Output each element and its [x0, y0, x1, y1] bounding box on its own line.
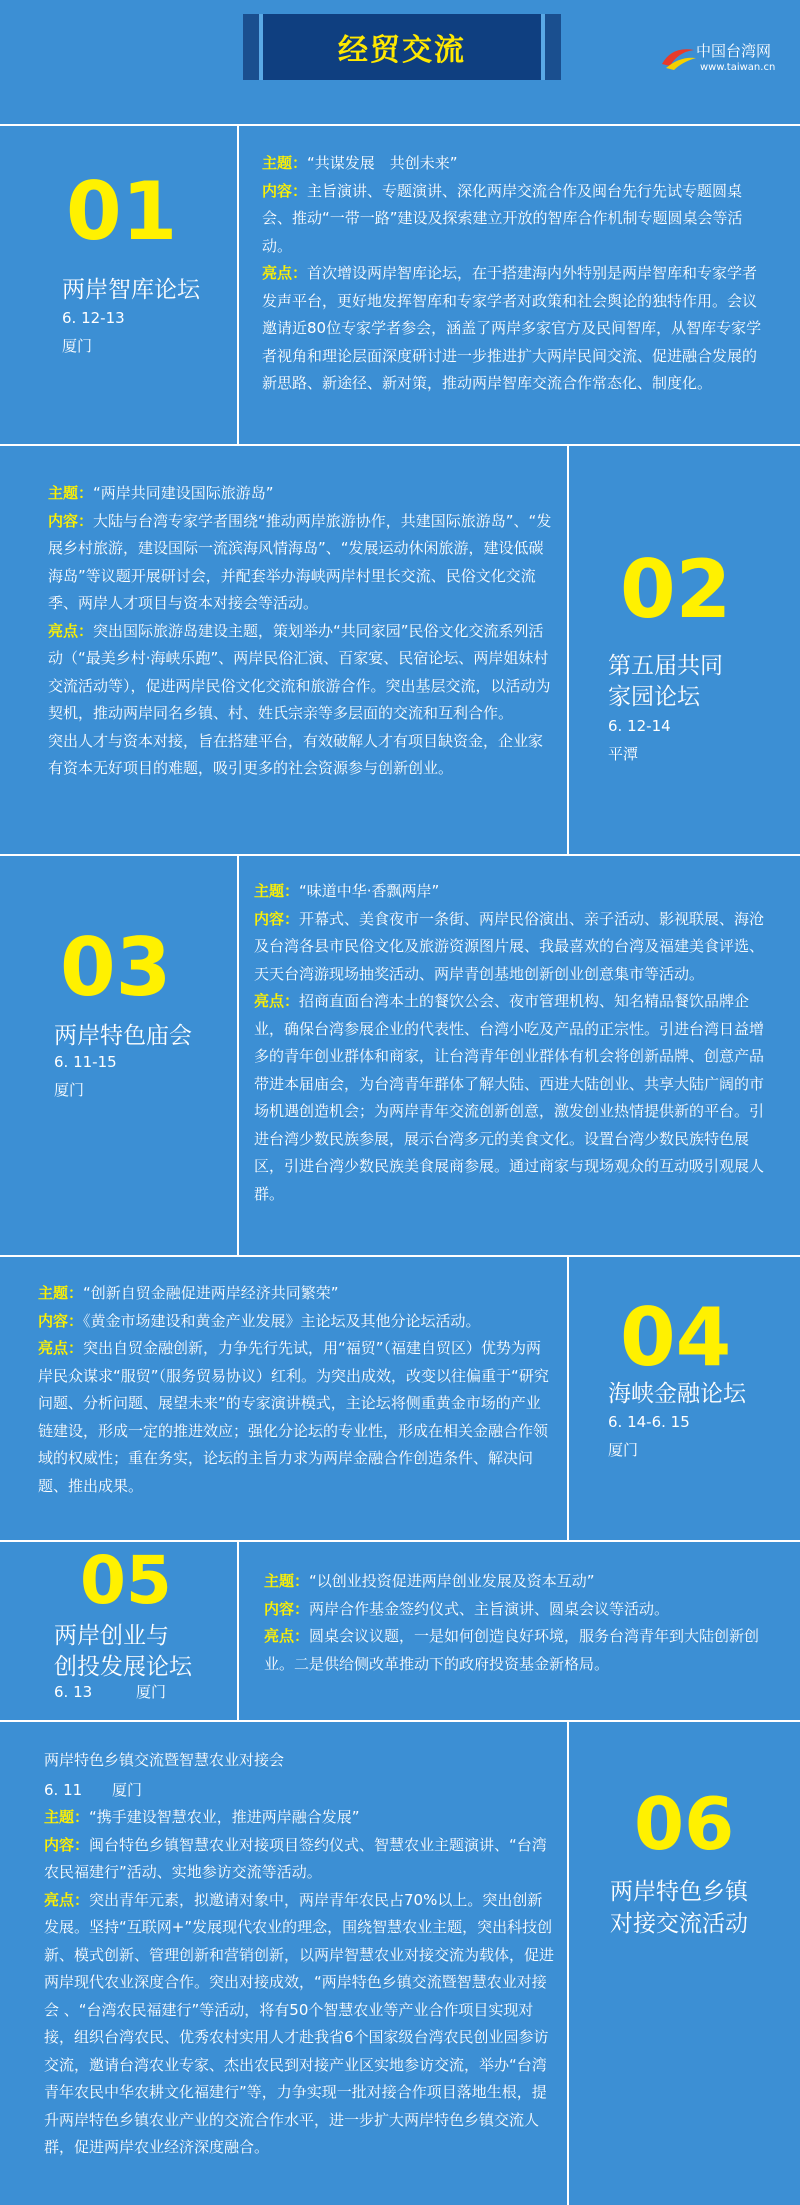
section-number: 05 — [80, 1542, 172, 1619]
section-place: 厦门 — [136, 1683, 167, 1701]
content-text: 《黄金市场建设和黄金产业发展》主论坛及其他分论坛活动。 — [83, 1311, 481, 1330]
content-text: 开幕式、美食夜市一条街、两岸民俗演出、亲子活动、影视联展、海沧及台湾各县市民俗文化及旅游资源图片展、我最喜欢的台湾及福建美食评选、天天台湾游现场抽奖活动、两岸青创基地创新创业创意集市等活动。 — [254, 909, 765, 983]
theme-label: 主题： — [254, 882, 300, 900]
highlight-label: 亮点： — [264, 1627, 310, 1645]
divider — [0, 444, 800, 446]
content-label: 内容： — [48, 511, 94, 530]
divider — [237, 1540, 239, 1720]
page-title: 经贸交流 — [259, 14, 545, 80]
theme-label: 主题： — [48, 484, 94, 502]
divider — [0, 1720, 800, 1722]
logo-icon — [660, 42, 698, 72]
section-title-line2: 创投发展论坛 — [54, 1654, 192, 1680]
section-place: 厦门 — [608, 1441, 639, 1459]
section-number: 03 — [60, 921, 172, 1014]
theme-label: 主题： — [38, 1284, 84, 1302]
section-text — [254, 878, 768, 1208]
theme-label: 主题： — [44, 1808, 90, 1826]
content-label: 内容： — [264, 1599, 310, 1618]
content-text: 大陆与台湾专家学者围绕“推动两岸旅游协作，共建国际旅游岛”、“发展乡村旅游，建设国际一流滨海风情海岛”、“发展运动休闲旅游，建设低碳海岛”等议题开展研讨会，并配套举办海峡两岸村里长交流、民俗文化交流季、两岸人才项目与资本对接会等活动。 — [48, 511, 552, 612]
section-place: 厦门 — [62, 337, 93, 355]
site-logo[interactable] — [660, 40, 790, 86]
section-text — [262, 150, 768, 398]
extra-text: 突出人才与资本对接，旨在搭建平台，有效破解人才有项目缺资金，企业家有资本无好项目的难题，吸引更多的社会资源参与创新创业。 — [48, 731, 544, 777]
highlight-text: 突出自贸金融创新，力争先行先试，用“福贸”（福建自贸区）优势为两岸民众谋求“服贸”（服务贸易协议）红利。为突出成效，改变以往偏重于“研究问题、分析问题、展望未来”的专家演讲模式，主论坛将侧重黄金市场的产业链建设，形成一定的推进效应；强化分论坛的专业性，形成在相关金融合作领域的权威性；重在务实，论坛的主旨力求为两岸金融合作创造条件、解决问题、推出成果。 — [38, 1339, 549, 1495]
section-title-line1: 两岸创业与 — [54, 1623, 169, 1649]
highlight-text: 招商直面台湾本土的餐饮公会、夜市管理机构、知名精品餐饮品牌企业，确保台湾参展企业的代表性、台湾小吃及产品的正宗性。引进台湾日益增多的青年创业群体和商家，让台湾青年创业群体有机会将创新品牌、创意产品带进本届庙会，为台湾青年群体了解大陆、西进大陆创业、共享大陆广阔的市场机遇创造机会；为两岸青年交流创新创意，激发创业热情提供新的平台。引进台湾少数民族参展，展示台湾多元的美食文化。设置台湾少数民族特色展区，引进台湾少数民族美食展商参展。通过商家与现场观众的互动吸引观展人群。 — [254, 992, 765, 1203]
section-number: 02 — [620, 543, 732, 636]
divider — [567, 1255, 569, 1540]
content-text: 主旨演讲、专题演讲、深化两岸交流合作及闽台先行先试专题圆桌会、推动“一带一路”建设及探索建立开放的智库合作机制专题圆桌会等活动。 — [262, 181, 743, 255]
content-text: 闽台特色乡镇智慧农业对接项目签约仪式、智慧农业主题演讲、“台湾农民福建行”活动、实地参访交流等活动。 — [44, 1835, 547, 1881]
section-text — [44, 1804, 554, 2162]
section-date: 6. 13 — [54, 1683, 93, 1701]
divider — [0, 124, 800, 126]
section-number: 06 — [634, 1782, 735, 1866]
section-title: 海峡金融论坛 — [608, 1381, 746, 1407]
section-text — [38, 1280, 552, 1500]
logo-text-en: www.taiwan.cn — [700, 62, 776, 73]
content-label: 内容： — [38, 1311, 84, 1330]
section-title-line1: 第五届共同 — [608, 653, 723, 679]
highlight-label: 亮点： — [262, 264, 308, 282]
divider — [237, 124, 239, 444]
theme-label: 主题： — [262, 154, 308, 172]
section-text — [48, 480, 552, 783]
highlight-label: 亮点： — [44, 1890, 90, 1909]
section-place: 厦门 — [54, 1081, 85, 1099]
divider — [237, 854, 239, 1255]
section-place: 平潭 — [608, 745, 639, 763]
highlight-text: 首次增设两岸智库论坛，在于搭建海内外特别是两岸智库和专家学者发声平台，更好地发挥智库和专家学者对政策和社会舆论的独特作用。会议邀请近80位专家学者参会，涵盖了两岸多家官方及民间智库，从智库专家学者视角和理论层面深度研讨进一步推进扩大两岸民间交流、促进融合发展的新思路、新途径、新对策，推动两岸智库交流合作常态化、制度化。 — [262, 264, 762, 392]
highlight-text: 突出青年元素，拟邀请对象中，两岸青年农民占70%以上。突出创新发展。坚持“互联网+”发展现代农业的理念，围绕智慧农业主题，突出科技创新、模式创新、管理创新和营销创新，以两岸智慧农业对接交流为载体，促进两岸现代农业深度合作。突出对接成效，“两岸特色乡镇交流暨智慧农业对接会 、“台湾农民福建行”等活动，将有50个智慧农业等产业合作项目实现对接，组织台湾农民、优秀农村实用人才赴我省6个国家级台湾农民创业园参访交流，邀请台湾农业专家、杰出农民到对接产业区实地参访交流，举办“台湾青年农民中华农耕文化福建行”等，力争实现一批对接合作项目落地生根，提升两岸特色乡镇农业产业的交流合作水平，进一步扩大两岸特色乡镇交流人群，促进两岸农业经济深度融合。 — [44, 1890, 555, 2156]
theme-text: “共谋发展 共创未来” — [307, 154, 458, 172]
divider — [0, 1255, 800, 1257]
highlight-label: 亮点： — [254, 992, 300, 1010]
section-title: 两岸特色庙会 — [54, 1023, 192, 1049]
section-number: 01 — [66, 165, 178, 258]
section-title: 两岸智库论坛 — [62, 277, 200, 303]
theme-text: “味道中华·香飘两岸” — [299, 882, 440, 900]
theme-label: 主题： — [264, 1572, 310, 1590]
theme-text: “以创业投资促进两岸创业发展及资本互动” — [309, 1572, 595, 1590]
highlight-label: 亮点： — [38, 1339, 84, 1357]
divider — [567, 1720, 569, 2205]
content-label: 内容： — [254, 909, 300, 928]
divider — [567, 444, 569, 854]
section-date: 6. 14-6. 15 — [608, 1413, 690, 1431]
section-date: 6. 11-15 — [54, 1053, 117, 1071]
section-date: 6. 11 — [44, 1781, 83, 1799]
section-title-line2: 对接交流活动 — [610, 1911, 748, 1937]
section-date: 6. 12-13 — [62, 309, 125, 327]
logo-text-cn: 中国台湾网 — [696, 42, 772, 60]
section-number: 04 — [620, 1291, 732, 1384]
highlight-text: 突出国际旅游岛建设主题，策划举办“共同家园”民俗文化交流系列活动（“最美乡村·海峡乐跑”、两岸民俗汇演、百家宴、民宿论坛、两岸姐妹村交流活动等），促进两岸民俗文化交流和旅游合作。突出基层交流，以活动为契机，推动两岸同名乡镇、村、姓氏宗亲等多层面的交流和互利合作。 — [48, 621, 551, 722]
theme-text: “两岸共同建设国际旅游岛” — [93, 484, 274, 502]
divider — [0, 854, 800, 856]
section-subtitle: 两岸特色乡镇交流暨智慧农业对接会 — [44, 1751, 285, 1769]
theme-text: “携手建设智慧农业，推进两岸融合发展” — [89, 1808, 360, 1826]
section-date: 6. 12-14 — [608, 717, 671, 735]
theme-text: “创新自贸金融促进两岸经济共同繁荣” — [83, 1284, 339, 1302]
content-label: 内容： — [44, 1835, 90, 1854]
section-place: 厦门 — [112, 1781, 143, 1799]
highlight-text: 圆桌会议议题，一是如何创造良好环境，服务台湾青年到大陆创新创业。二是供给侧改革推动下的政府投资基金新格局。 — [264, 1627, 760, 1673]
section-title-line1: 两岸特色乡镇 — [610, 1879, 748, 1905]
section-text — [264, 1568, 768, 1678]
content-label: 内容： — [262, 181, 308, 200]
content-text: 两岸合作基金签约仪式、主旨演讲、圆桌会议等活动。 — [309, 1599, 670, 1618]
highlight-label: 亮点： — [48, 621, 94, 640]
section-title-line2: 家园论坛 — [608, 684, 700, 710]
